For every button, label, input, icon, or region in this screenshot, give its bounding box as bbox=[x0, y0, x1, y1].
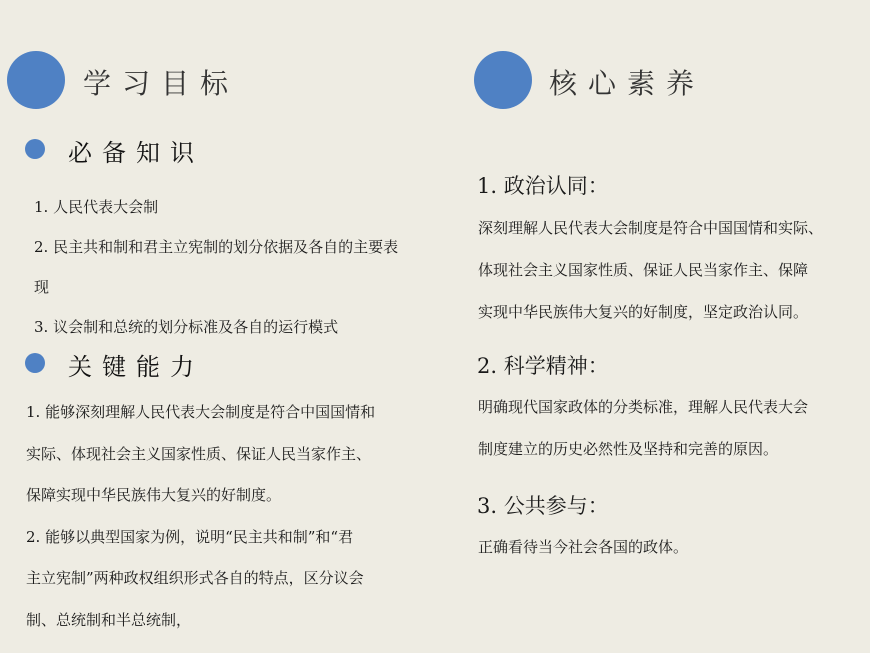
text-line: 深刻理解人民代表大会制度是符合中国国情和实际、 bbox=[478, 219, 824, 237]
ability-heading: 关键能力 bbox=[68, 353, 204, 381]
bullet-circle bbox=[25, 353, 45, 373]
text-line: 体现社会主义国家性质、保证人民当家作主、保障 bbox=[478, 261, 809, 279]
public-participation-text bbox=[478, 526, 868, 568]
ability-line: 保障实现中华民族伟大复兴的好制度。 bbox=[26, 486, 282, 504]
core-literacy-title: 核心素养 bbox=[549, 67, 706, 100]
knowledge-list bbox=[34, 187, 454, 347]
section-marker-circle bbox=[474, 51, 532, 109]
ability-text bbox=[26, 392, 446, 641]
ability-line: 实际、体现社会主义国家性质、保证人民当家作主、 bbox=[26, 444, 372, 463]
knowledge-item: 现 bbox=[34, 278, 50, 296]
text-line: 制度建立的历史必然性及坚持和完善的原因。 bbox=[478, 440, 779, 458]
knowledge-heading: 必备知识 bbox=[68, 139, 204, 167]
scientific-spirit-text bbox=[478, 386, 868, 470]
text-line: 明确现代国家政体的分类标准，理解人民代表大会 bbox=[478, 398, 809, 416]
ability-line: 2. 能够以典型国家为例，说明“民主共和制”和“君 bbox=[26, 527, 354, 546]
text-line: 正确看待当今社会各国的政体。 bbox=[478, 538, 689, 556]
ability-line: 主立宪制”两种政权组织形式各自的特点，区分议会 bbox=[26, 569, 364, 587]
knowledge-item: 2. 民主共和制和君主立宪制的划分依据及各自的主要表 bbox=[34, 238, 399, 256]
knowledge-item: 3. 议会制和总统的划分标准及各自的运行模式 bbox=[34, 318, 339, 336]
ability-line: 1. 能够深刻理解人民代表大会制度是符合中国国情和 bbox=[26, 403, 376, 421]
scientific-spirit-heading: 2. 科学精神： bbox=[477, 354, 609, 378]
knowledge-item: 1. 人民代表大会制 bbox=[34, 198, 159, 216]
text-line: 实现中华民族伟大复兴的好制度，坚定政治认同。 bbox=[478, 303, 809, 321]
section-marker-circle bbox=[7, 51, 65, 109]
public-participation-heading: 3. 公共参与： bbox=[477, 494, 609, 518]
ability-line: 制、总统制和半总统制， bbox=[26, 610, 192, 629]
political-identity-text bbox=[478, 207, 868, 333]
political-identity-heading: 1. 政治认同： bbox=[477, 174, 609, 198]
learning-goals-title: 学习目标 bbox=[83, 67, 240, 100]
bullet-circle bbox=[25, 139, 45, 159]
